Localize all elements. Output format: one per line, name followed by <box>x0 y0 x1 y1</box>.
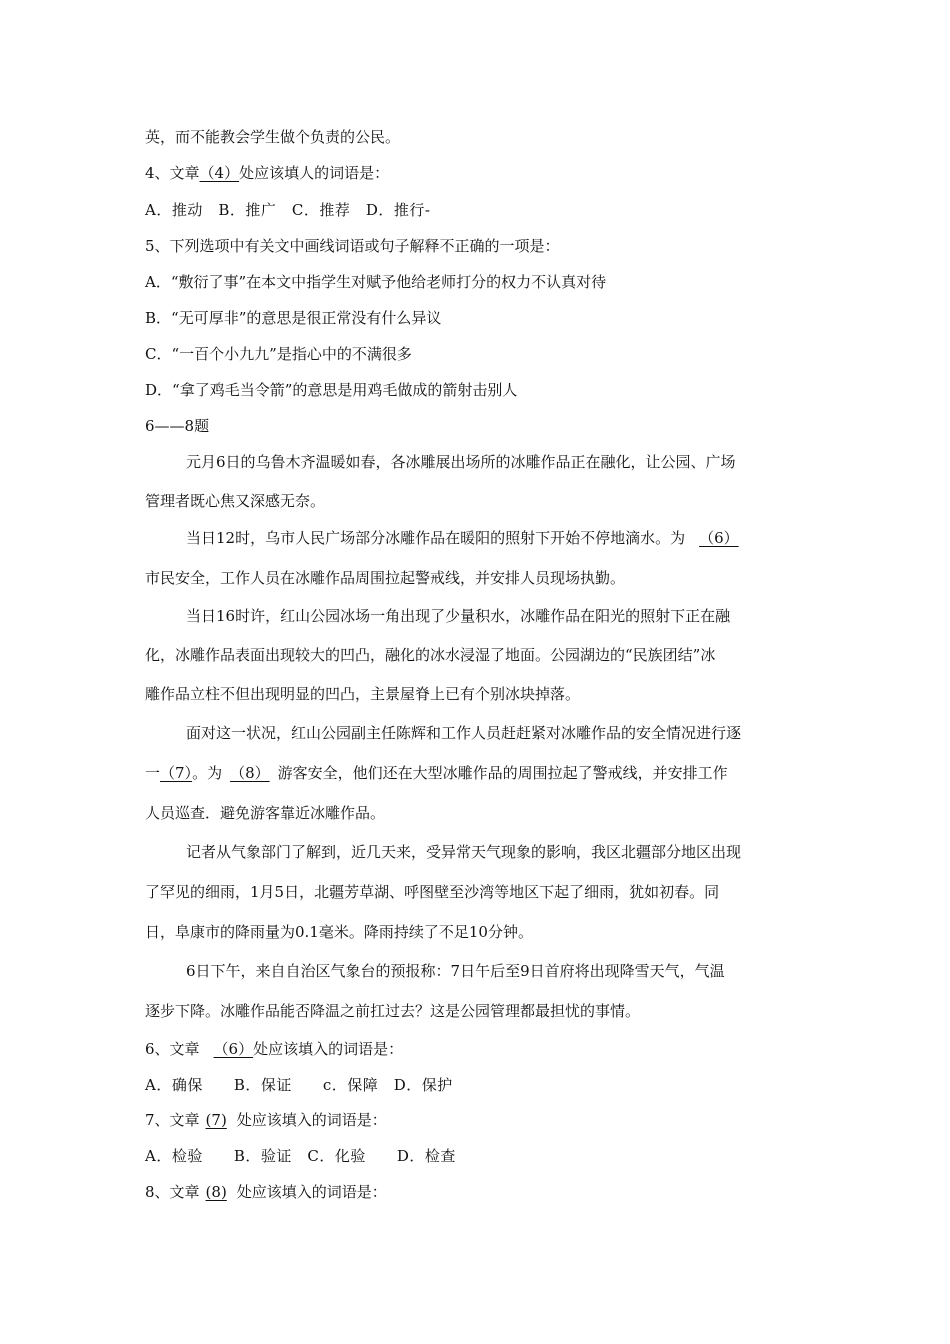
option-5d <box>145 380 517 400</box>
paragraph-5-line-1 <box>186 842 741 862</box>
paragraph-2-line-1 <box>186 528 739 548</box>
section-heading <box>145 416 209 436</box>
line-text: 管理者既心焦又深感无奈。 <box>145 492 326 510</box>
line-text: 了罕见的细雨，1月5日，北疆芳草湖、呼图壁至沙湾等地区下起了细雨，犹如初春。同 <box>145 883 720 901</box>
question-suffix: 处应该填入的词语是： <box>253 1040 404 1058</box>
blank-8-ref: (8) <box>205 1183 227 1201</box>
question-prefix: 4、文章 <box>145 164 200 182</box>
line-text: 化，冰雕作品表面出现较大的凹凸，融化的冰水浸湿了地面。公园湖边的“民族团结”冰 <box>145 646 716 664</box>
question-4-options <box>145 200 430 220</box>
line-text: 日，阜康市的降雨量为0.1毫米。降雨持续了不足10分钟。 <box>145 923 533 941</box>
line-text: 。为 <box>192 764 223 782</box>
question-suffix: 处应该填入的词语是： <box>236 1183 387 1201</box>
question-suffix: 处应该填人的词语是： <box>239 164 390 182</box>
paragraph-5-line-2 <box>145 882 719 902</box>
paragraph-3-line-3 <box>145 684 580 704</box>
paragraph-2-line-2 <box>145 568 625 588</box>
option-5a <box>145 272 606 292</box>
question-7 <box>145 1110 387 1130</box>
option-text: B．“无可厚非”的意思是很正常没有什么异议 <box>145 309 442 327</box>
paragraph-3-line-2 <box>145 645 715 665</box>
line-text: 元月6日的乌鲁木齐温暖如春，各冰雕展出场所的冰雕作品正在融化，让公园、广场 <box>186 453 736 471</box>
question-4 <box>145 163 389 183</box>
paragraph-1-line-2 <box>145 491 325 511</box>
option-text: C．“一百个小九九”是指心中的不满很多 <box>145 345 412 363</box>
blank-7-ref: (7) <box>205 1111 227 1129</box>
blank-4: （4） <box>199 164 240 182</box>
section-text: 6——8题 <box>145 417 210 435</box>
question-7-options <box>145 1146 456 1166</box>
line-text: 人员巡查．避免游客靠近冰雕作品。 <box>145 804 386 822</box>
line-text: 记者从气象部门了解到，近几天来，受异常天气现象的影响，我区北疆部分地区出现 <box>186 843 742 861</box>
blank-6-ref: （6） <box>213 1040 254 1058</box>
question-prefix: 8、文章 <box>145 1183 200 1201</box>
paragraph-6-line-1 <box>186 961 725 981</box>
option-5c <box>145 344 412 364</box>
question-prefix: 6、文章 <box>145 1040 200 1058</box>
paragraph-4-line-1 <box>186 723 741 743</box>
option-text: D．“拿了鸡毛当令箭”的意思是用鸡毛做成的箭射击别人 <box>145 381 518 399</box>
question-suffix: 处应该填入的词语是： <box>236 1111 387 1129</box>
paragraph-4-line-2 <box>145 763 728 783</box>
paragraph-1-line-1 <box>186 452 736 472</box>
question-6-options <box>145 1075 453 1095</box>
line-text: 当日12时，乌市人民广场部分冰雕作品在暖阳的照射下开始不停地滴水。为 <box>186 529 686 547</box>
line-text: 面对这一状况，红山公园副主任陈辉和工作人员赶赶紧对冰雕作品的安全情况进行逐 <box>186 724 742 742</box>
paragraph-6-line-2 <box>145 1001 640 1021</box>
line-text: 英，而不能教会学生做个负责的公民。 <box>145 128 401 146</box>
question-6 <box>145 1039 403 1059</box>
options-text: A．推动 B．推广 C．推荐 D．推行- <box>145 201 431 219</box>
line-text: 一 <box>145 764 161 782</box>
option-text: A．“敷衍了事”在本文中指学生对赋予他给老师打分的权力不认真对待 <box>145 273 607 291</box>
line-text: 游客安全，他们还在大型冰雕作品的周围拉起了警戒线，并安排工作 <box>277 764 728 782</box>
line-text: 当日16时许，红山公园冰场一角出现了少量积水，冰雕作品在阳光的照射下正在融 <box>186 607 731 625</box>
paragraph-3-line-1 <box>186 606 730 626</box>
line-text: 雕作品立柱不但出现明显的凹凸，主景屋脊上已有个别冰块掉落。 <box>145 685 581 703</box>
question-prefix: 7、文章 <box>145 1111 200 1129</box>
option-5b <box>145 308 441 328</box>
paragraph-4-line-3 <box>145 803 385 823</box>
options-text: A．确保 B．保证 c．保障 D．保护 <box>145 1076 453 1094</box>
text-line <box>145 127 400 147</box>
paragraph-5-line-3 <box>145 922 533 942</box>
blank-8: （8） <box>230 764 270 782</box>
line-text: 逐步下降。冰雕作品能否降温之前扛过去？这是公园管理都最担忧的事情。 <box>145 1002 641 1020</box>
blank-6: （6） <box>699 529 739 547</box>
blank-7: （7） <box>160 764 193 782</box>
line-text: 市民安全，工作人员在冰雕作品周围拉起警戒线，并安排人员现场执勤。 <box>145 569 626 587</box>
question-8 <box>145 1182 387 1202</box>
question-text: 5、下列选项中有关文中画线词语或句子解释不正确的一项是： <box>145 237 560 255</box>
options-text: A．检验 B．验证 C．化验 D．检查 <box>145 1147 456 1165</box>
question-5 <box>145 236 560 256</box>
line-text: 6日下午，来自自治区气象台的预报称：7日午后至9日首府将出现降雪天气，气温 <box>186 962 725 980</box>
